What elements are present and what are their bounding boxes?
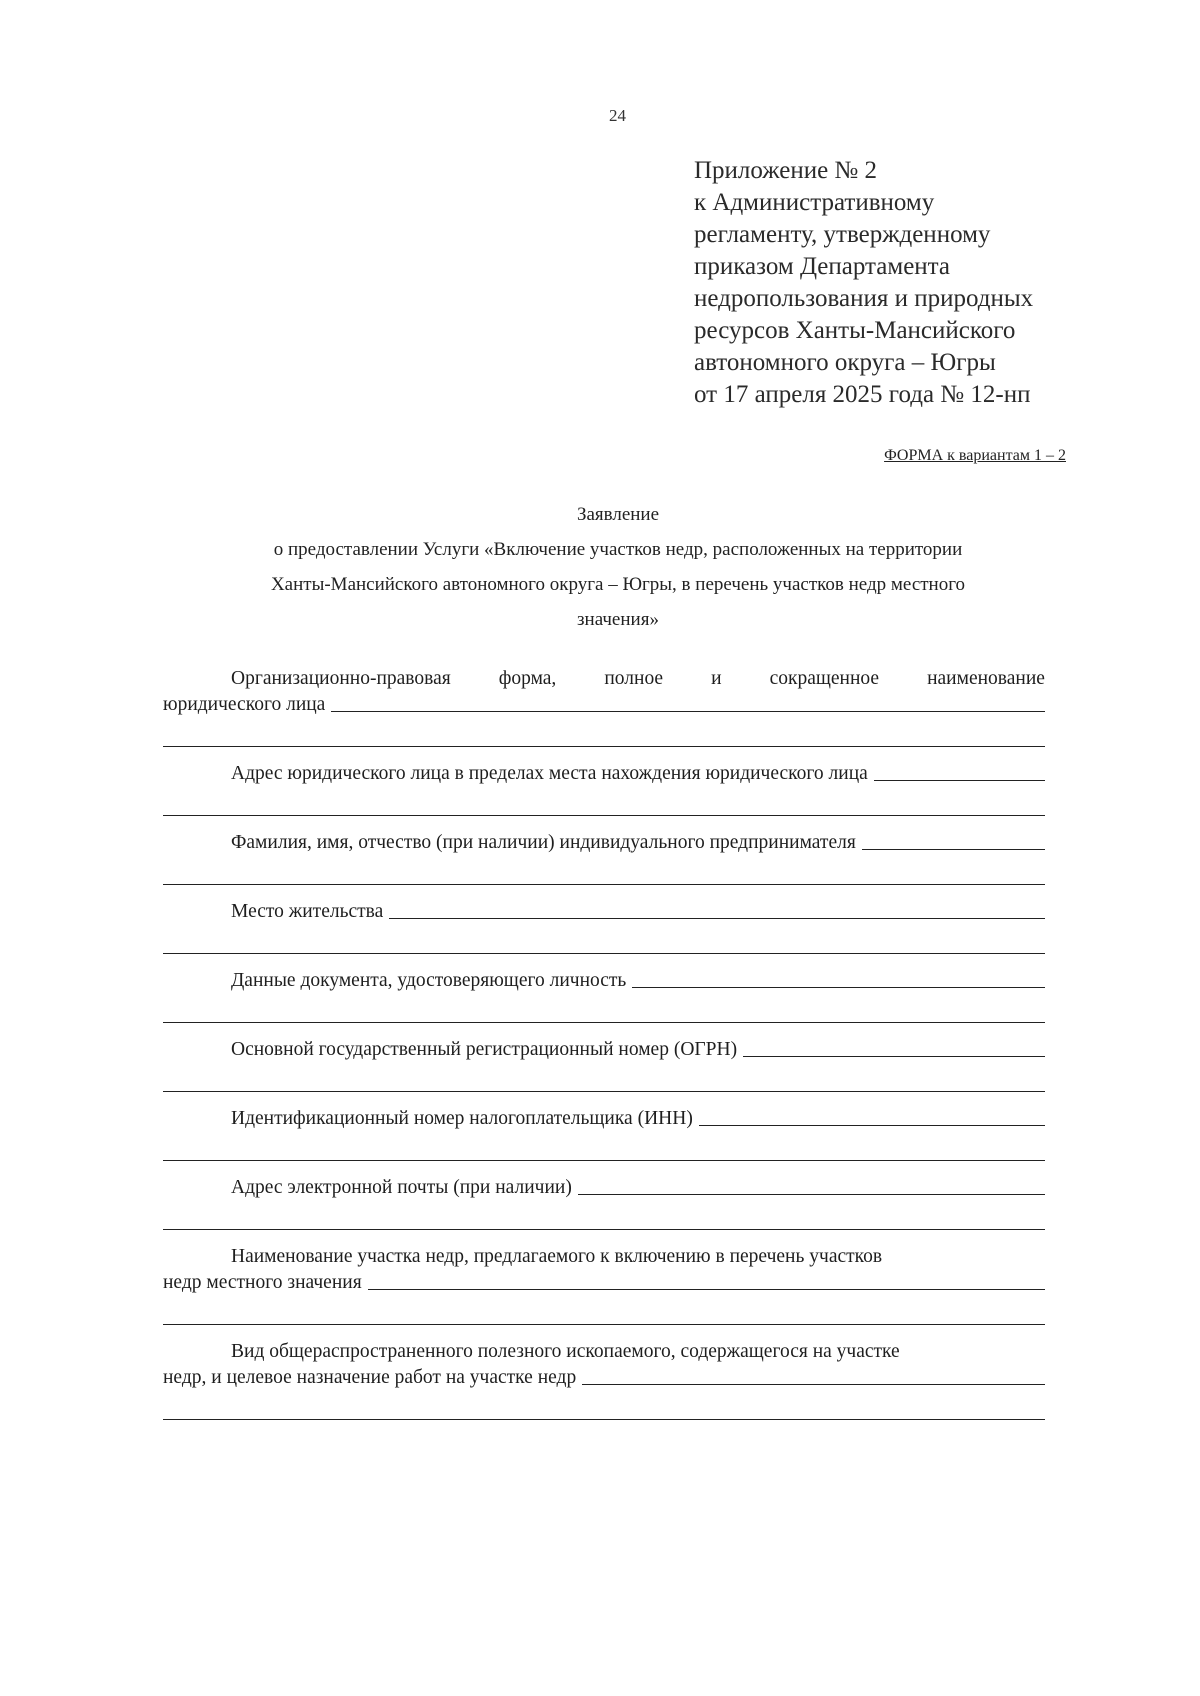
field-legal-address	[163, 761, 1045, 816]
title-subtitle-line: Ханты-Мансийского автономного округа – Югры, в перечень участков недр местного	[270, 574, 966, 595]
title-heading: Заявление	[576, 504, 660, 525]
mineral-input-line[interactable]	[582, 1384, 1045, 1385]
field-label: Данные документа, удостоверяющего личность	[231, 970, 627, 991]
field-mineral	[163, 1339, 1045, 1420]
legal-address-input-line[interactable]	[874, 780, 1045, 781]
document-title	[163, 497, 1073, 637]
field-fio-ip	[163, 830, 1045, 885]
appendix-line: к Административному	[694, 189, 935, 216]
appendix-line: недропользования и природных	[694, 285, 1034, 312]
field-label: Адрес электронной почты (при наличии)	[231, 1177, 572, 1198]
field-plot-name	[163, 1244, 1045, 1325]
email-input-line[interactable]	[578, 1194, 1045, 1195]
field-label: недр, и целевое назначение работ на участке недр	[163, 1367, 577, 1388]
page-number: 24	[609, 106, 626, 125]
application-form	[163, 666, 1045, 1420]
label-word: сокращенное	[769, 668, 880, 689]
appendix-line: регламенту, утвержденному	[694, 221, 991, 248]
field-email	[163, 1175, 1045, 1230]
appendix-header	[694, 155, 1114, 411]
label-word: Организационно-правовая	[231, 668, 451, 689]
appendix-line: ресурсов Ханты-Мансийского	[694, 317, 1016, 344]
field-ogrn	[163, 1037, 1045, 1092]
label-word: форма,	[498, 668, 557, 689]
id-document-input-line[interactable]	[632, 987, 1045, 988]
field-residence	[163, 899, 1045, 954]
org-name-input-line[interactable]	[331, 711, 1045, 712]
field-label: недр местного значения	[163, 1272, 362, 1293]
field-label: Адрес юридического лица в пределах места нахождения юридического лица	[231, 763, 868, 784]
field-org-name	[163, 666, 1045, 747]
field-label: Место жительства	[231, 901, 384, 922]
appendix-line: приказом Департамента	[694, 253, 950, 280]
label-word: и	[711, 668, 722, 689]
appendix-line: автономного округа – Югры	[694, 349, 996, 376]
field-id-document	[163, 968, 1045, 1023]
plot-name-input-line[interactable]	[368, 1289, 1045, 1290]
field-label: Основной государственный регистрационный номер (ОГРН)	[231, 1039, 738, 1060]
field-label: юридического лица	[163, 694, 326, 715]
appendix-line: Приложение № 2	[694, 157, 878, 184]
form-variant-tag: ФОРМА к вариантам 1 – 2	[884, 447, 1066, 464]
field-label: Идентификационный номер налогоплательщика (ИНН)	[231, 1108, 693, 1129]
fio-input-line[interactable]	[862, 849, 1045, 850]
label-word: наименование	[927, 668, 1045, 689]
field-inn	[163, 1106, 1045, 1161]
residence-input-line[interactable]	[389, 918, 1045, 919]
field-label	[163, 666, 1045, 690]
inn-input-line[interactable]	[699, 1125, 1045, 1126]
title-subtitle-line: значения»	[577, 609, 659, 630]
ogrn-input-line[interactable]	[743, 1056, 1045, 1057]
title-subtitle-line: о предоставлении Услуги «Включение участков недр, расположенных на территории	[273, 539, 963, 560]
field-label: Вид общераспространенного полезного ископаемого, содержащегося на участке	[231, 1341, 900, 1362]
label-word: полное	[604, 668, 664, 689]
mineral-input-line-2[interactable]	[163, 1419, 1045, 1420]
field-label: Фамилия, имя, отчество (при наличии) индивидуального предпринимателя	[231, 832, 856, 853]
appendix-line: от 17 апреля 2025 года № 12-нп	[694, 381, 1031, 408]
field-label: Наименование участка недр, предлагаемого к включению в перечень участков	[231, 1246, 883, 1267]
